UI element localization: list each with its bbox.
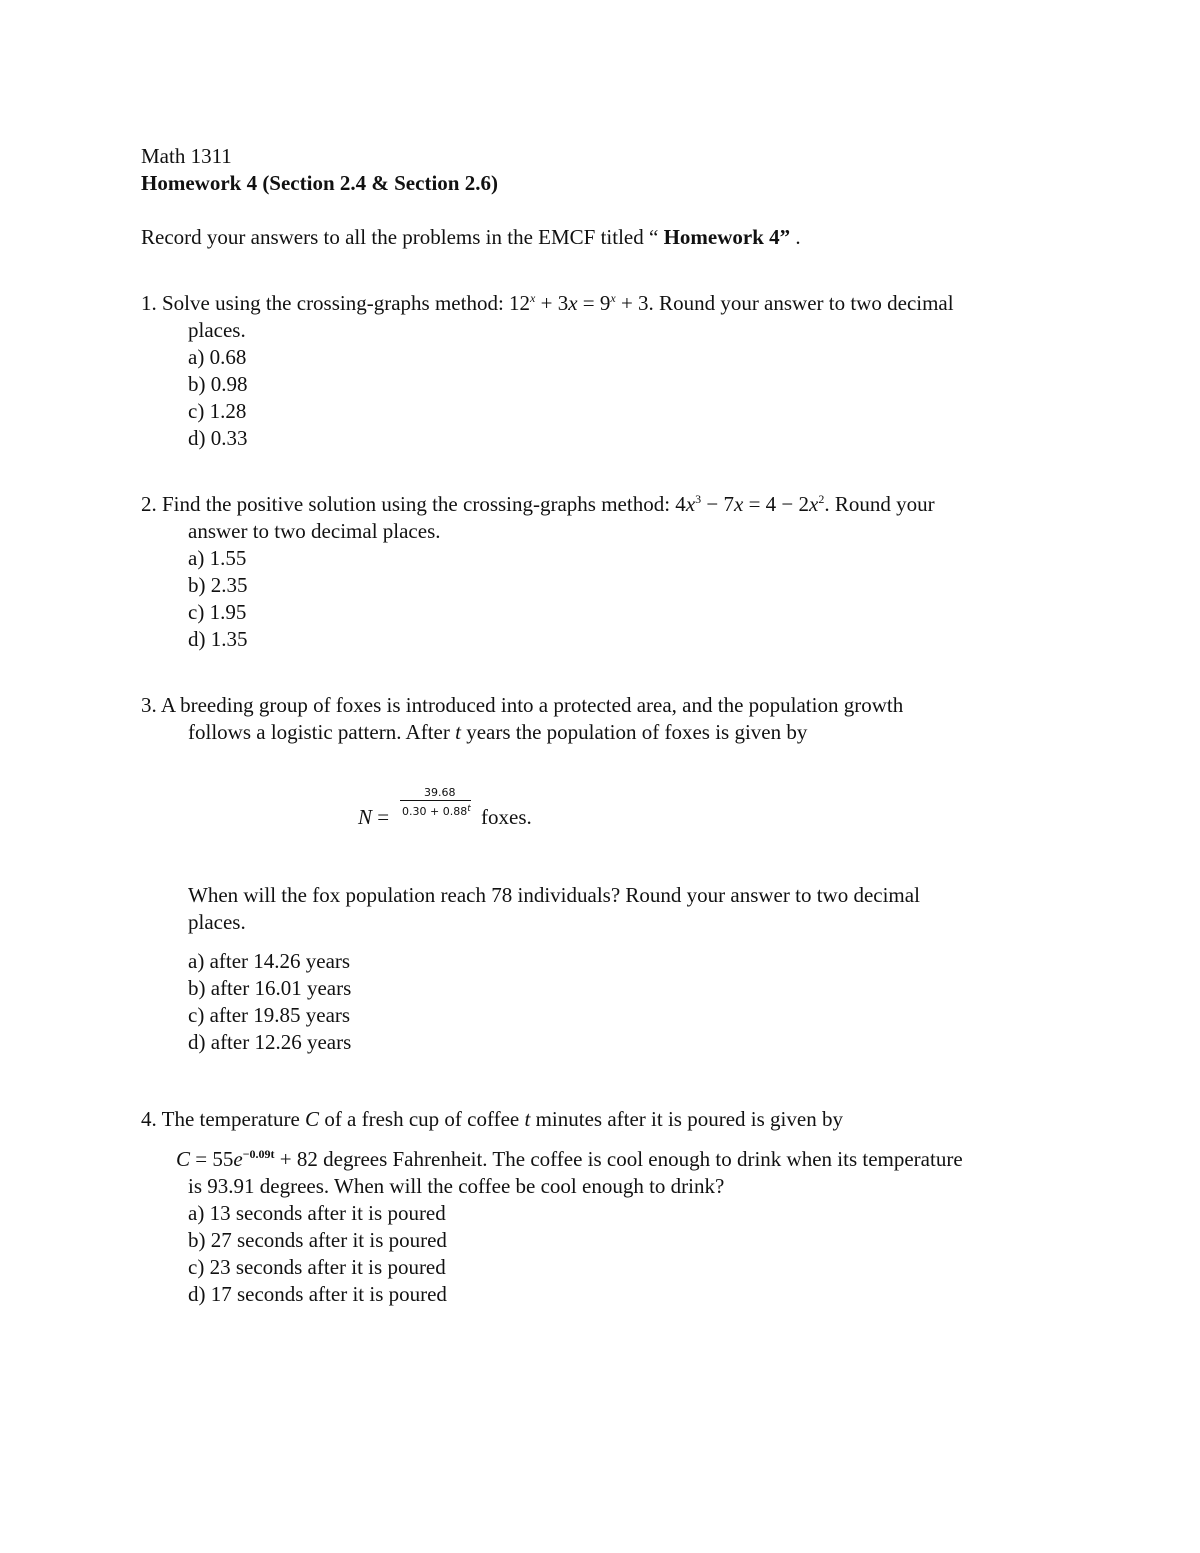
question-number: 1. — [141, 291, 157, 315]
question-text: − 7 — [701, 492, 734, 516]
question-4-option-c: c) 23 seconds after it is poured — [188, 1255, 446, 1279]
question-2-option-d: d) 1.35 — [188, 627, 248, 651]
question-3-question: When will the fox population reach 78 individuals? Round your answer to two decimal — [188, 883, 920, 907]
instructions-text: Record your answers to all the problems in the EMCF titled “ — [141, 225, 659, 249]
question-2-option-b: b) 2.35 — [188, 573, 248, 597]
exponent: 2 — [818, 492, 825, 506]
question-text: + 3. Round your answer to two decimal — [615, 291, 954, 315]
course-name: Math 1311 — [141, 144, 232, 168]
question-4-prompt — [141, 1106, 843, 1133]
question-1-option-a: a) 0.68 — [188, 345, 247, 369]
question-text: = 9 — [577, 291, 611, 315]
variable: N — [358, 805, 373, 829]
variable: x — [733, 492, 744, 516]
variable: e — [233, 1147, 243, 1171]
variable: x — [568, 291, 578, 315]
question-1-option-c: c) 1.28 — [188, 399, 247, 423]
question-text: minutes after it is poured is given by — [530, 1107, 843, 1131]
question-2-prompt-cont: answer to two decimal places. — [188, 519, 441, 543]
question-4-option-a: a) 13 seconds after it is poured — [188, 1201, 446, 1225]
question-text: of a fresh cup of coffee — [319, 1107, 525, 1131]
variable: C — [305, 1107, 320, 1131]
exponent: 3 — [695, 492, 702, 506]
question-3-option-b: b) after 16.01 years — [188, 976, 352, 1000]
question-number: 3. — [141, 693, 157, 717]
variable: C — [176, 1147, 191, 1171]
equals-sign: = — [372, 805, 390, 829]
instructions-emcf-name: Homework 4” — [658, 225, 791, 249]
question-3-prompt — [141, 692, 903, 719]
variable: x — [685, 492, 696, 516]
question-4-option-b: b) 27 seconds after it is poured — [188, 1228, 447, 1252]
question-text: = 55 — [190, 1147, 234, 1171]
exponent: −0.09t — [242, 1147, 275, 1161]
homework-title: Homework 4 (Section 2.4 & Section 2.6) — [141, 171, 498, 195]
question-text: A breeding group of foxes is introduced into a protected area, and the population growth — [160, 693, 904, 717]
question-text: The temperature — [161, 1107, 306, 1131]
question-1-prompt-cont: places. — [188, 318, 246, 342]
question-1-prompt — [141, 290, 954, 317]
exponent: t — [467, 804, 471, 814]
question-1-option-b: b) 0.98 — [188, 372, 248, 396]
question-text: . Round your — [824, 492, 935, 516]
formula-lhs — [358, 804, 389, 831]
fraction-denominator — [402, 803, 471, 818]
exponent: x — [530, 291, 536, 305]
denominator-text: 0.30 + 0.88 — [402, 805, 468, 818]
question-number: 2. — [141, 492, 157, 516]
variable: t — [524, 1107, 531, 1131]
question-1-option-d: d) 0.33 — [188, 426, 248, 450]
question-2-prompt — [141, 491, 935, 518]
question-3-option-d: d) after 12.26 years — [188, 1030, 352, 1054]
question-3-option-a: a) after 14.26 years — [188, 949, 351, 973]
formula-units: foxes. — [481, 805, 532, 829]
question-4-option-d: d) 17 seconds after it is poured — [188, 1282, 447, 1306]
question-text: Find the positive solution using the crossing-graphs method: 4 — [162, 492, 686, 516]
instructions — [141, 224, 801, 251]
question-4-prompt-cont: is 93.91 degrees. When will the coffee be cool enough to drink? — [188, 1174, 725, 1198]
variable: x — [809, 492, 819, 516]
question-2-option-a: a) 1.55 — [188, 546, 247, 570]
question-text: + 82 degrees Fahrenheit. The coffee is cool enough to drink when its temperature — [274, 1147, 963, 1171]
fraction-numerator: 39.68 — [424, 786, 456, 799]
question-text: Solve using the crossing-graphs method: 12 — [162, 291, 531, 315]
question-number: 4. — [141, 1107, 157, 1131]
question-4-formula — [176, 1146, 963, 1173]
question-text: = 4 − 2 — [743, 492, 809, 516]
question-text: years the population of foxes is given by — [460, 720, 808, 744]
fraction-bar — [400, 800, 471, 801]
question-3-option-c: c) after 19.85 years — [188, 1003, 351, 1027]
question-2-option-c: c) 1.95 — [188, 600, 247, 624]
question-text: follows a logistic pattern. After — [188, 720, 456, 744]
exponent: x — [610, 291, 616, 305]
question-text: + 3 — [535, 291, 569, 315]
question-3-question-cont: places. — [188, 910, 246, 934]
variable: t — [455, 720, 461, 744]
instructions-end: . — [790, 225, 801, 249]
question-3-prompt-cont — [188, 719, 807, 746]
